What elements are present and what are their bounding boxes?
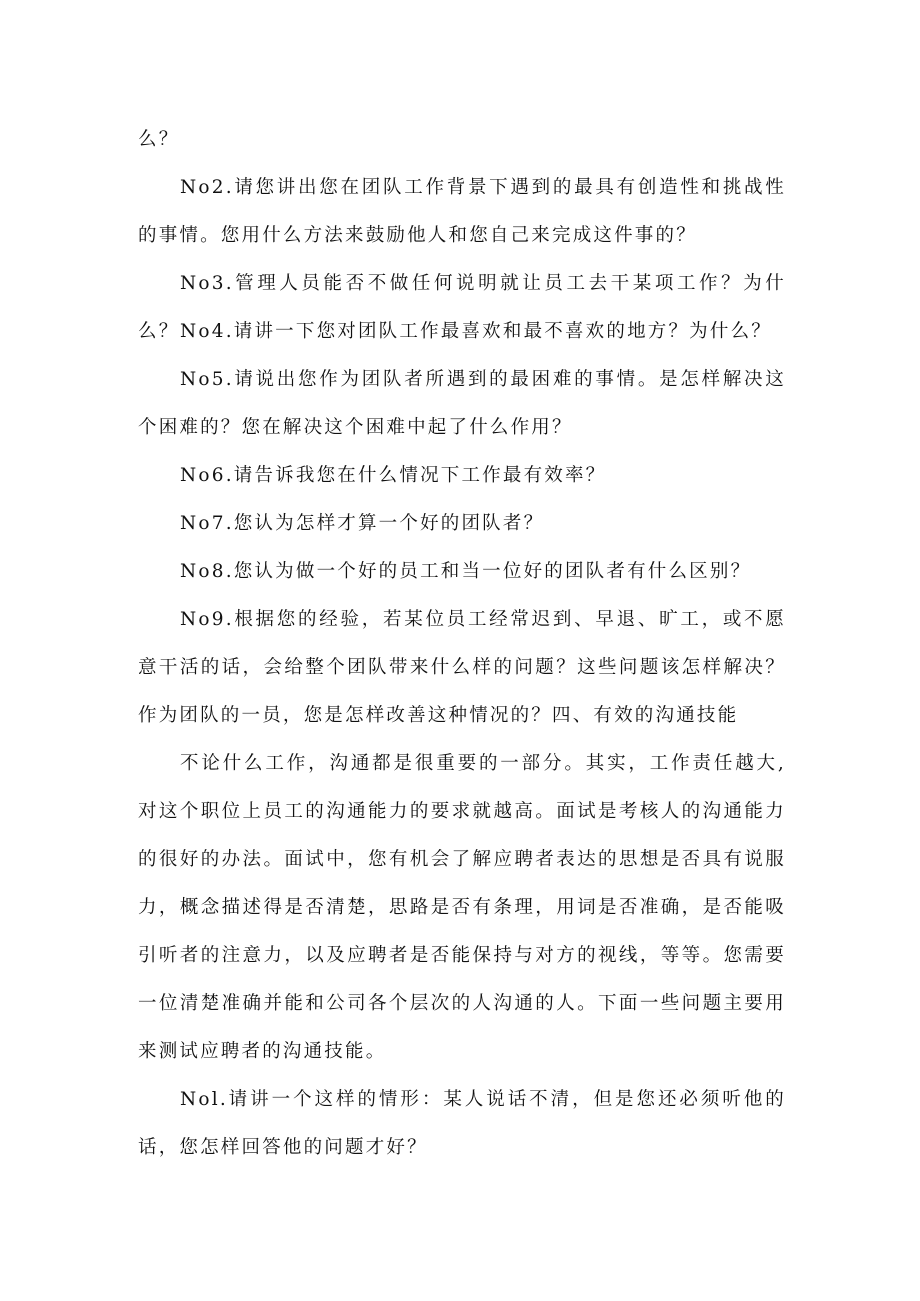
question-no8: No8.您认为做一个好的员工和当一位好的团队者有什么区别？ — [180, 561, 752, 582]
question-nol: Nol.请讲一个这样的情形：某人说话不清，但是您还必须听他的话，您怎样回答他的问题才好？ — [138, 1089, 786, 1158]
question-no9: No9.根据您的经验，若某位员工经常迟到、早退、旷工，或不愿意干活的话，会给整个团队带来什么样的问题？这些问题该怎样解决？作为团队的一员，您是怎样改善这种情况的？四、有效的沟通技能 — [138, 609, 786, 726]
question-no7: No7.您认为怎样才算一个好的团队者？ — [180, 513, 545, 534]
question-no5: No5.请说出您作为团队者所遇到的最困难的事情。是怎样解决这个困难的？您在解决这个困难中起了什么作用？ — [138, 369, 786, 438]
question-no3: No3.管理人员能否不做任何说明就让员工去干某项工作？为什么？ — [138, 273, 786, 342]
paragraph-continuation: 么？ — [138, 129, 180, 150]
question-no2: No2.请您讲出您在团队工作背景下遇到的最具有创造性和挑战性的事情。您用什么方法来鼓励他人和您自己来完成这件事的？ — [138, 177, 786, 246]
question-no6: No6.请告诉我您在什么情况下工作最有效率？ — [180, 465, 607, 486]
communication-skills-paragraph: 不论什么工作，沟通都是很重要的一部分。其实，工作责任越大,对这个职位上员工的沟通能力的要求就越高。面试是考核人的沟通能力的很好的办法。面试中，您有机会了解应聘者表达的思想是否具有说服力，概念描述得是否清楚，思路是否有条理，用词是否准确，是否能吸引听者的注意力，以及应聘者是否能保持与对方的视线，等等。您需要一位清楚准确并能和公司各个层次的人沟通的人。下面一些问题主要用来测试应聘者的沟通技能。 — [138, 753, 786, 1062]
question-no4: No4.请讲一下您对团队工作最喜欢和最不喜欢的地方？为什么？ — [180, 321, 772, 342]
